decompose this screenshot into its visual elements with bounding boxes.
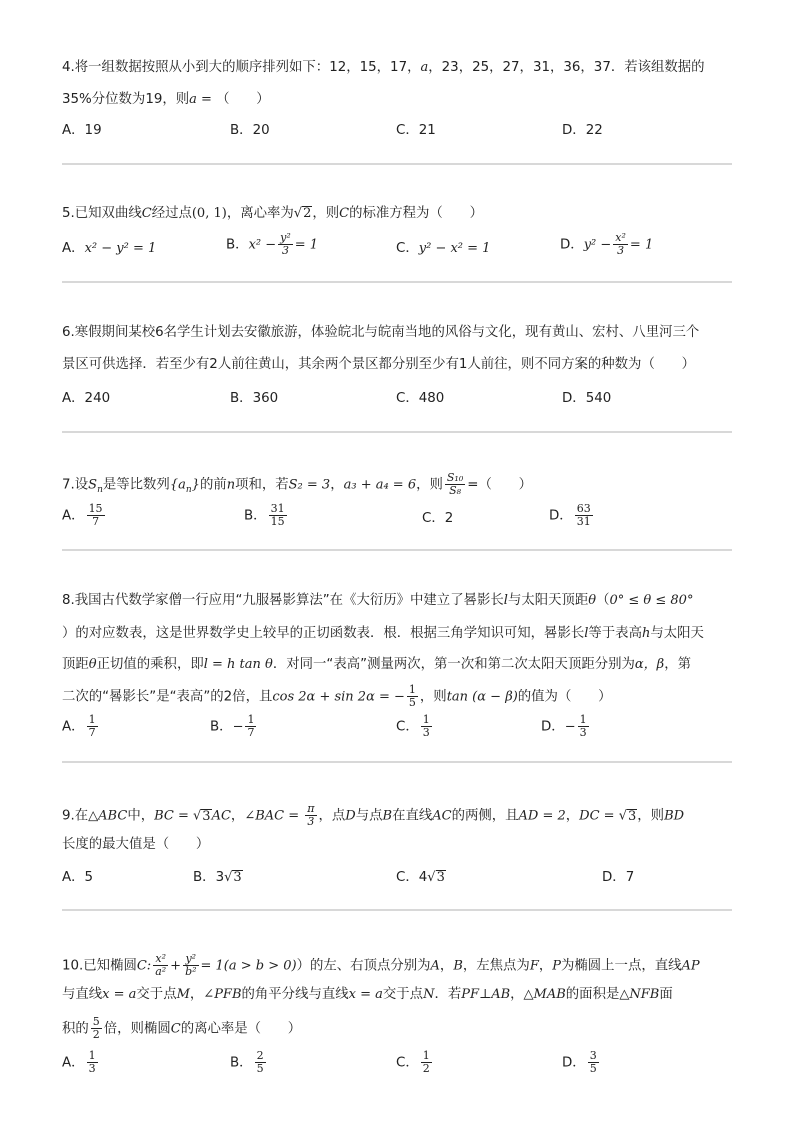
- q10-option-c[interactable]: C． $\frac{1}{2}$: [396, 1049, 430, 1075]
- q5-option-b[interactable]: B．x² − $\frac{\text{y²}}{3}$ = 1: [226, 231, 319, 257]
- q6-line-1: 6.寒假期间某校6名学生计划去安徽旅游，体验皖北与皖南当地的风俗与文化，现有黄山、宏村、八里河三个: [62, 325, 700, 340]
- q4-option-c[interactable]: C．21: [396, 123, 436, 138]
- q4-line-1: 4.将一组数据按照从小到大的顺序排列如下：12，15，17，a，23，25，27，31，36，37．若该组数据的: [62, 60, 705, 75]
- q10-line-3: 积的 $\frac{5}{2}$ 倍，则椭圆C的离心率是（ ）: [62, 1015, 302, 1041]
- divider: [62, 549, 732, 551]
- q7-line-1: 7.设$S_n$是等比数列$\{a_n\}$的前n项和，若S₂ = 3，a₃ + a₄ = 6，则 $\frac{\text{S₁₀}}{\text{S₈}}$ =（ ）: [62, 471, 533, 497]
- q4-line-2: 35%分位数为19，则a = （ ）: [62, 92, 270, 107]
- q8-line-3: 顶距θ正切值的乘积，即l = h tan θ．对同一“表高”测量两次，第一次和第二次太阳天顶距分别为α，β，第: [62, 657, 691, 672]
- divider: [62, 163, 732, 165]
- q6-option-c[interactable]: C．480: [396, 391, 445, 406]
- q9-option-b[interactable]: B．3√3: [193, 870, 242, 885]
- q7-option-d[interactable]: D． $\frac{63}{31}$: [549, 502, 591, 528]
- q7-option-b[interactable]: B． $\frac{31}{15}$: [244, 502, 285, 528]
- q8-line-1: 8.我国古代数学家僧一行应用“九服晷影算法”在《大衍历》中建立了晷影长l与太阳天顶距θ（0° ≤ θ ≤ 80°: [62, 593, 694, 608]
- q7-option-a[interactable]: A． $\frac{15}{7}$: [62, 502, 103, 528]
- q10-option-b[interactable]: B． $\frac{2}{5}$: [230, 1049, 264, 1075]
- q5-option-a[interactable]: A．x² − y² = 1: [62, 241, 157, 256]
- q8-option-a[interactable]: A． $\frac{1}{7}$: [62, 713, 96, 739]
- q9-line-1: 9.在△ABC中，BC = √3AC，∠BAC = $\frac{\pi}{3}$ ，点D与点B在直线AC的两侧，且AD = 2，DC = √3，则BD: [62, 802, 685, 828]
- divider: [62, 909, 732, 911]
- q6-line-2: 景区可供选择．若至少有2人前往黄山，其余两个景区都分别至少有1人前往，则不同方案的种数为（ ）: [62, 357, 696, 372]
- q4-option-d[interactable]: D．22: [562, 123, 603, 138]
- divider: [62, 281, 732, 283]
- q8-line-4: 二次的“晷影长”是“表高”的2倍，且cos 2α + sin 2α = − $\frac{1}{5}$ ，则tan (α − β)的值为（ ）: [62, 683, 612, 709]
- q6-option-a[interactable]: A．240: [62, 391, 111, 406]
- q5-option-d[interactable]: D．y² − $\frac{\text{x²}}{3}$ = 1: [560, 231, 654, 257]
- q10-option-d[interactable]: D． $\frac{3}{5}$: [562, 1049, 597, 1075]
- divider: [62, 761, 732, 763]
- q9-option-c[interactable]: C．4√3: [396, 870, 445, 885]
- q10-line-2: 与直线x = a交于点M，∠PFB的角平分线与直线x = a交于点N．若PF⊥AB，△MAB的面积是△NFB面: [62, 987, 673, 1002]
- q4-option-a[interactable]: A．19: [62, 123, 102, 138]
- q8-line-2: ）的对应数表，这是世界数学史上较早的正切函数表．根．根据三角学知识可知，晷影长l等于表高h与太阳天: [62, 626, 704, 641]
- q10-option-a[interactable]: A． $\frac{1}{3}$: [62, 1049, 96, 1075]
- divider: [62, 431, 732, 433]
- q7-option-c[interactable]: C．2: [422, 511, 454, 526]
- q8-option-d[interactable]: D．− $\frac{1}{3}$: [541, 713, 587, 739]
- q8-option-b[interactable]: B．− $\frac{1}{7}$: [210, 713, 255, 739]
- q9-option-a[interactable]: A．5: [62, 870, 94, 885]
- q5-option-c[interactable]: C．y² − x² = 1: [396, 241, 491, 256]
- q5-line-1: 5.已知双曲线C经过点(0, 1)，离心率为√2，则C的标准方程为（ ）: [62, 206, 483, 221]
- q4-option-b[interactable]: B．20: [230, 123, 270, 138]
- q9-option-d[interactable]: D．7: [602, 870, 635, 885]
- q9-line-2: 长度的最大值是（ ）: [62, 837, 210, 852]
- q8-option-c[interactable]: C． $\frac{1}{3}$: [396, 713, 430, 739]
- q6-option-d[interactable]: D．540: [562, 391, 612, 406]
- q6-option-b[interactable]: B．360: [230, 391, 279, 406]
- q10-line-1: 10.已知椭圆C: $\frac{\text{x²}}{\text{a²}}$ + $\frac{\text{y²}}{\text{b²}}$ = 1(a > b > 0)）的左、右顶点分别为A，B，左焦点为F，P为椭圆上一点，直线AP: [62, 952, 700, 978]
